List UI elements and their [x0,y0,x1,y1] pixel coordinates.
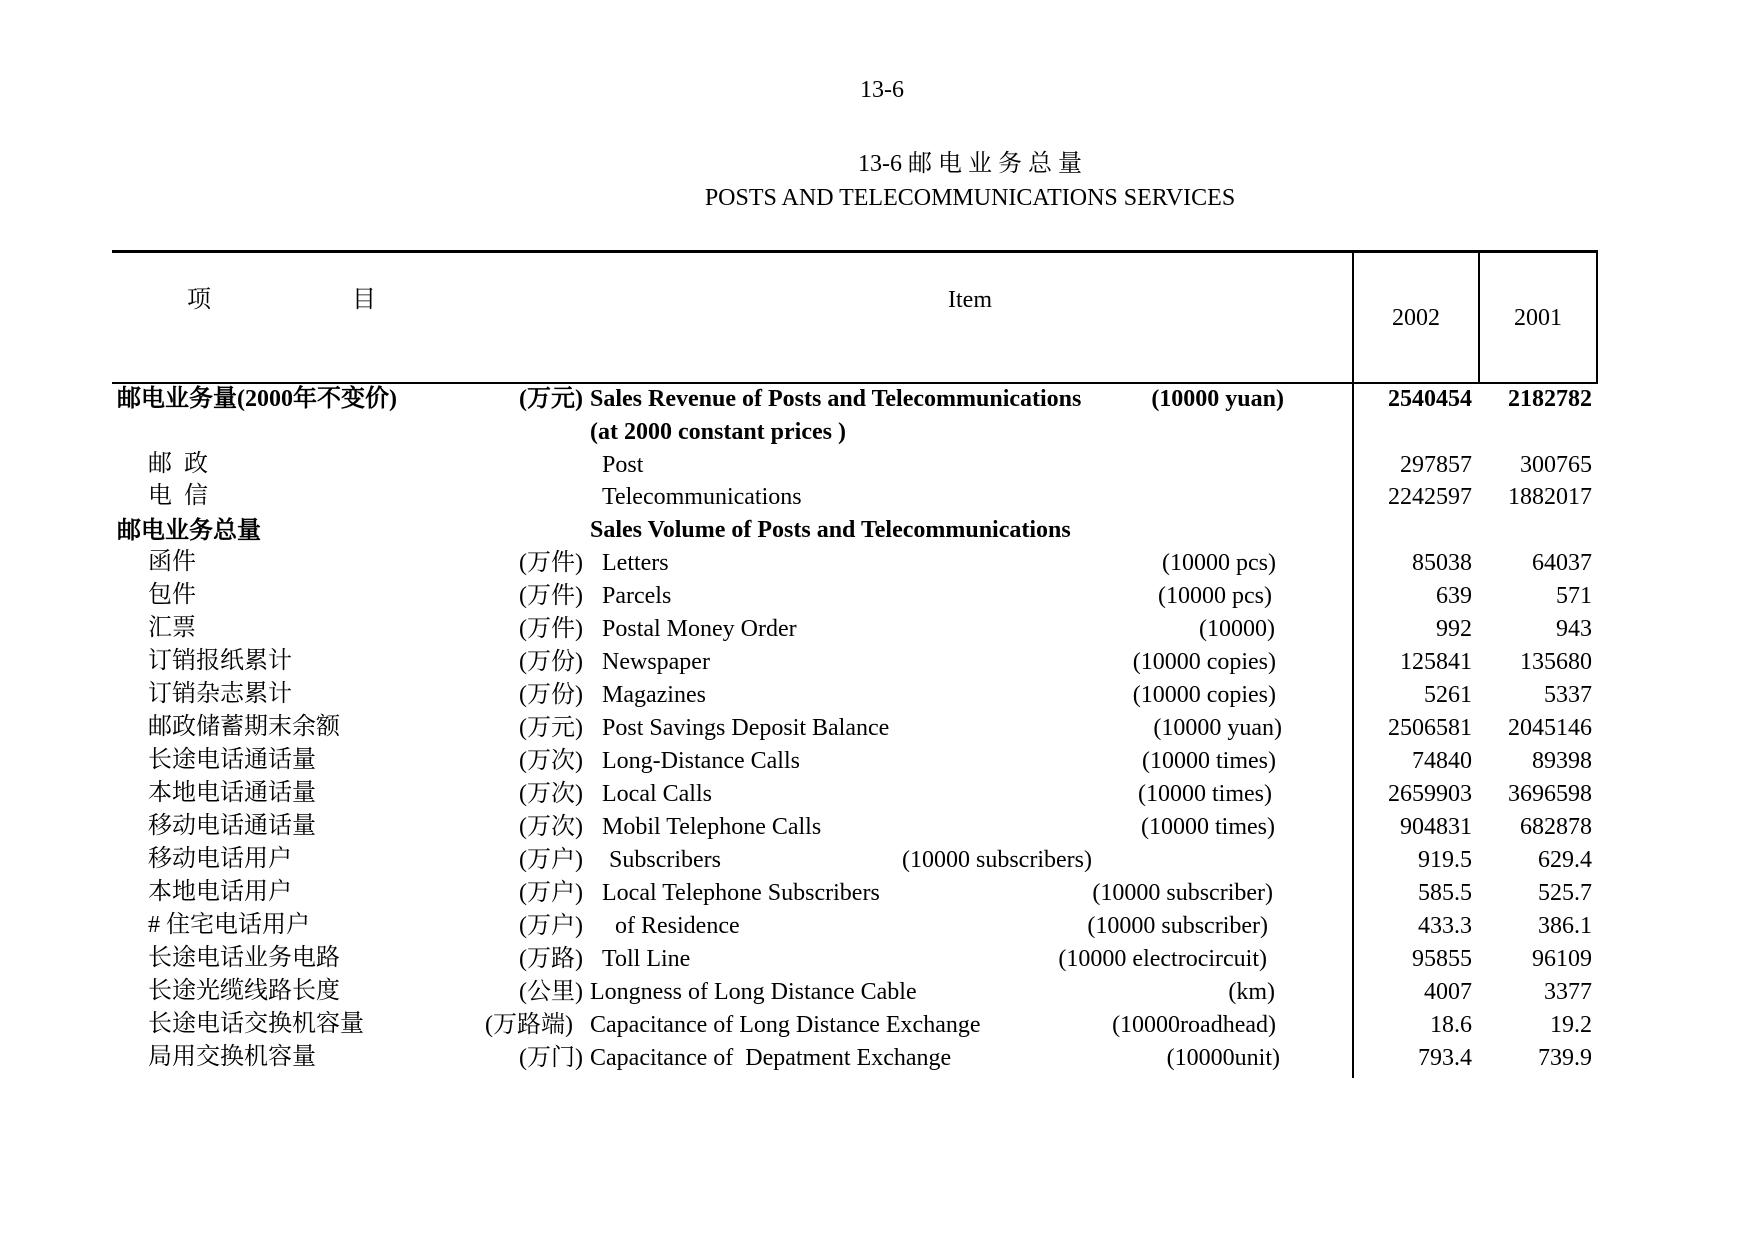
header-cn-xiang: 项 [187,287,211,313]
header-bottom-rule [112,382,1598,384]
row-unit-cn: (万份) [519,649,583,675]
row-en: Magazines [602,682,706,708]
row-unit-en: (10000 pcs) [1162,550,1276,576]
row-en: Long-Distance Calls [602,748,800,774]
row-en: (at 2000 constant prices ) [590,419,846,445]
row-value-2002: 2659903 [1388,781,1472,807]
row-cn: 移动电话通话量 [148,813,316,839]
row-unit-cn: (万户) [519,913,583,939]
row-en: Sales Revenue of Posts and Telecommunications [590,386,1082,412]
row-value-2001: 96109 [1532,946,1592,972]
row-cn: 汇票 [148,615,196,641]
row-value-2002: 18.6 [1430,1012,1472,1038]
row-value-2002: 904831 [1400,814,1472,840]
row-unit-en: (10000 times) [1142,748,1276,774]
row-cn: 邮电业务量(2000年不变价) [117,386,397,412]
row-value-2001: 89398 [1532,748,1592,774]
row-value-2001: 135680 [1520,649,1592,675]
row-value-2001: 3696598 [1508,781,1592,807]
row-value-2002: 639 [1436,583,1472,609]
row-en: Postal Money Order [602,616,797,642]
row-value-2002: 793.4 [1418,1045,1472,1071]
row-unit-cn: (万份) [519,682,583,708]
row-value-2001: 5337 [1544,682,1592,708]
row-cn: 本地电话用户 [148,879,292,905]
row-unit-cn: (万件) [519,550,583,576]
row-unit-en: (10000 times) [1141,814,1275,840]
row-value-2002: 2242597 [1388,484,1472,510]
row-en: Post Savings Deposit Balance [602,715,890,741]
row-cn: 电 信 [148,483,208,509]
row-unit-en: (10000 subscriber) [1092,880,1273,906]
row-en: Telecommunications [602,484,802,510]
row-unit-cn: (万元) [519,715,583,741]
row-value-2002: 4007 [1424,979,1472,1005]
table-right-border [1596,252,1598,384]
row-value-2002: 95855 [1412,946,1472,972]
row-cn: 订销报纸累计 [148,648,292,674]
row-value-2001: 2182782 [1508,386,1592,412]
row-en: Toll Line [602,946,691,972]
row-value-2001: 629.4 [1538,847,1592,873]
header-year-2002: 2002 [1392,305,1440,331]
header-cn-mu: 目 [352,287,376,313]
row-value-2001: 300765 [1520,452,1592,478]
row-unit-cn: (万次) [519,814,583,840]
row-cn: 邮电业务总量 [117,518,261,544]
row-value-2001: 1882017 [1508,484,1592,510]
row-unit-cn: (公里) [519,979,583,1005]
row-unit-en: (10000 electrocircuit) [1058,946,1267,972]
row-en: Post [602,452,644,478]
row-en: Sales Volume of Posts and Telecommunications [590,517,1071,543]
col-divider-values [1352,252,1354,1078]
row-value-2002: 5261 [1424,682,1472,708]
row-en: Longness of Long Distance Cable [590,979,917,1005]
row-value-2002: 992 [1436,616,1472,642]
row-value-2002: 297857 [1400,452,1472,478]
row-cn: 邮政储蓄期末余额 [148,714,340,740]
row-unit-cn: (万次) [519,748,583,774]
page-label: 13-6 [860,77,904,103]
row-en: Letters [602,550,669,576]
row-unit-cn: (万路端) [485,1012,573,1038]
row-value-2001: 682878 [1520,814,1592,840]
row-en: Mobil Telephone Calls [602,814,822,840]
header-year-2001: 2001 [1514,305,1562,331]
row-cn: 订销杂志累计 [148,681,292,707]
row-value-2001: 64037 [1532,550,1592,576]
row-unit-cn: (万次) [519,781,583,807]
row-unit-cn: (万户) [519,847,583,873]
row-cn: 长途光缆线路长度 [148,978,340,1004]
row-en: Local Calls [602,781,712,807]
row-unit-cn: (万元) [519,386,583,412]
row-cn: 函件 [148,549,196,575]
row-en: Capacitance of Long Distance Exchange [590,1012,981,1038]
row-unit-en: (km) [1228,979,1275,1005]
row-unit-en: (10000 pcs) [1158,583,1272,609]
row-en: Newspaper [602,649,710,675]
row-value-2002: 74840 [1412,748,1472,774]
row-unit-en: (10000unit) [1166,1045,1280,1071]
row-value-2002: 85038 [1412,550,1472,576]
table-title-cn: 13-6 邮 电 业 务 总 量 [858,151,1082,177]
row-cn: 局用交换机容量 [148,1044,316,1070]
table-title-en: POSTS AND TELECOMMUNICATIONS SERVICES [704,185,1236,211]
row-value-2002: 125841 [1400,649,1472,675]
row-unit-cn: (万门) [519,1045,583,1071]
row-cn: 本地电话通话量 [148,780,316,806]
row-en: Local Telephone Subscribers [602,880,880,906]
table-top-rule [112,250,1598,253]
row-unit-cn: (万件) [519,583,583,609]
row-value-2001: 571 [1556,583,1592,609]
row-value-2001: 2045146 [1508,715,1592,741]
row-cn: 包件 [148,582,196,608]
row-value-2001: 386.1 [1538,913,1592,939]
row-unit-en: (10000 yuan) [1153,715,1282,741]
row-en: Parcels [602,583,672,609]
row-unit-en: (10000roadhead) [1112,1012,1276,1038]
row-value-2002: 919.5 [1418,847,1472,873]
row-en: of Residence [615,913,740,939]
row-cn: # 住宅电话用户 [148,912,310,938]
row-unit-cn: (万户) [519,880,583,906]
row-value-2002: 433.3 [1418,913,1472,939]
row-value-2001: 525.7 [1538,880,1592,906]
row-value-2002: 2506581 [1388,715,1472,741]
row-value-2001: 3377 [1544,979,1592,1005]
row-cn: 移动电话用户 [148,846,292,872]
row-unit-cn: (万件) [519,616,583,642]
row-unit-en: (10000 copies) [1132,649,1276,675]
row-en: Capacitance of Depatment Exchange [590,1045,952,1071]
row-value-2002: 2540454 [1388,386,1472,412]
row-value-2001: 943 [1556,616,1592,642]
row-value-2001: 19.2 [1550,1012,1592,1038]
row-cn: 邮 政 [148,451,208,477]
row-cn: 长途电话通话量 [148,747,316,773]
row-unit-cn: (万路) [519,946,583,972]
row-cn: 长途电话业务电路 [148,945,340,971]
row-unit-en: (10000 subscribers) [902,847,1092,873]
header-item: Item [948,287,992,313]
row-cn: 长途电话交换机容量 [148,1011,364,1037]
row-unit-en: (10000) [1199,616,1275,642]
row-unit-en: (10000 yuan) [1151,386,1284,412]
row-value-2001: 739.9 [1538,1045,1592,1071]
row-value-2002: 585.5 [1418,880,1472,906]
row-unit-en: (10000 copies) [1132,682,1276,708]
row-unit-en: (10000 subscriber) [1087,913,1268,939]
row-unit-en: (10000 times) [1138,781,1272,807]
row-en: Subscribers [609,847,721,873]
